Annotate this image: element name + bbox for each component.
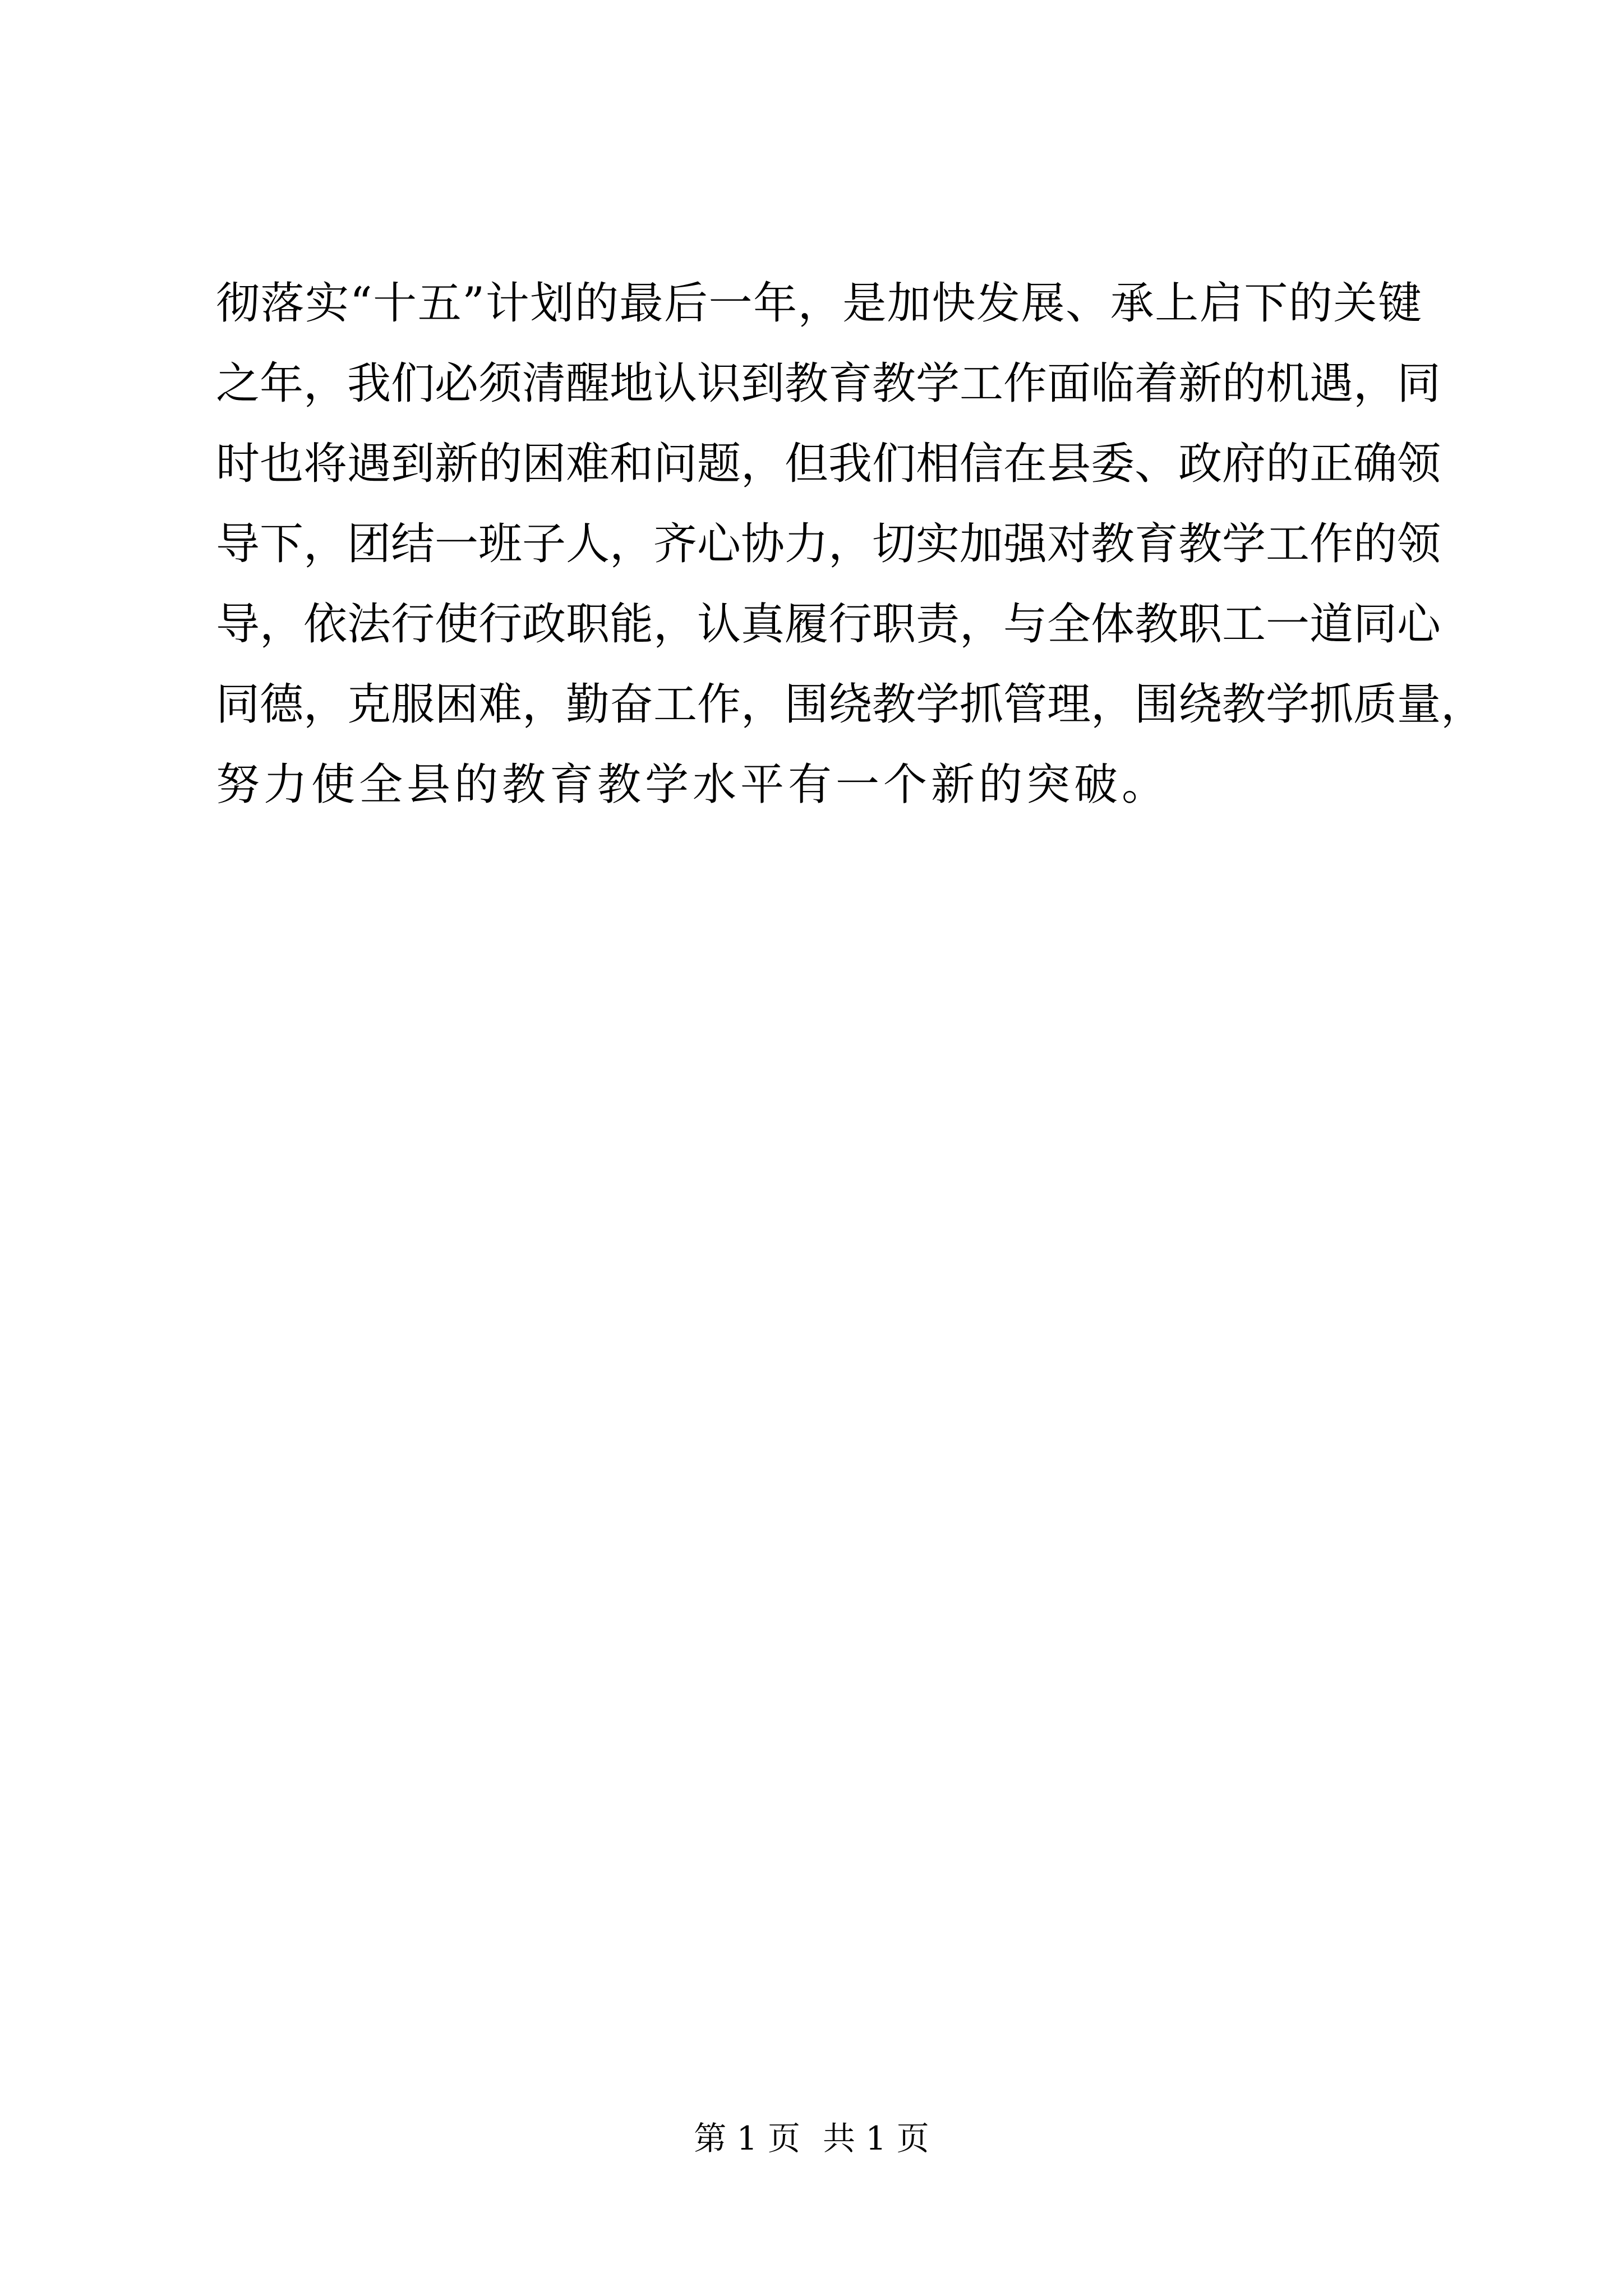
- paragraph-line: 之年，我们必须清醒地认识到教育教学工作面临着新的机遇，同: [216, 358, 1441, 409]
- paragraph-line: 导，依法行使行政职能，认真履行职责，与全体教职工一道同心: [216, 599, 1441, 650]
- paragraph-line: 同德，克服困难，勤奋工作，围绕教学抓管理，围绕教学抓质量，: [216, 679, 1485, 730]
- page-footer: [0, 2116, 1623, 2161]
- paragraph-line: 时也将遇到新的困难和问题，但我们相信在县委、政府的正确领: [216, 439, 1441, 489]
- body-paragraph: [216, 264, 1485, 825]
- page-total: 共 1 页: [823, 2119, 929, 2157]
- paragraph-line: 彻落实“十五”计划的最后一年，是加快发展、承上启下的关键: [216, 278, 1422, 329]
- page-number: 第 1 页: [694, 2119, 800, 2157]
- paragraph-line: 导下，团结一班子人，齐心协力，切实加强对教育教学工作的领: [216, 519, 1441, 569]
- paragraph-line: 努力使全县的教育教学水平有一个新的突破。: [216, 760, 1170, 810]
